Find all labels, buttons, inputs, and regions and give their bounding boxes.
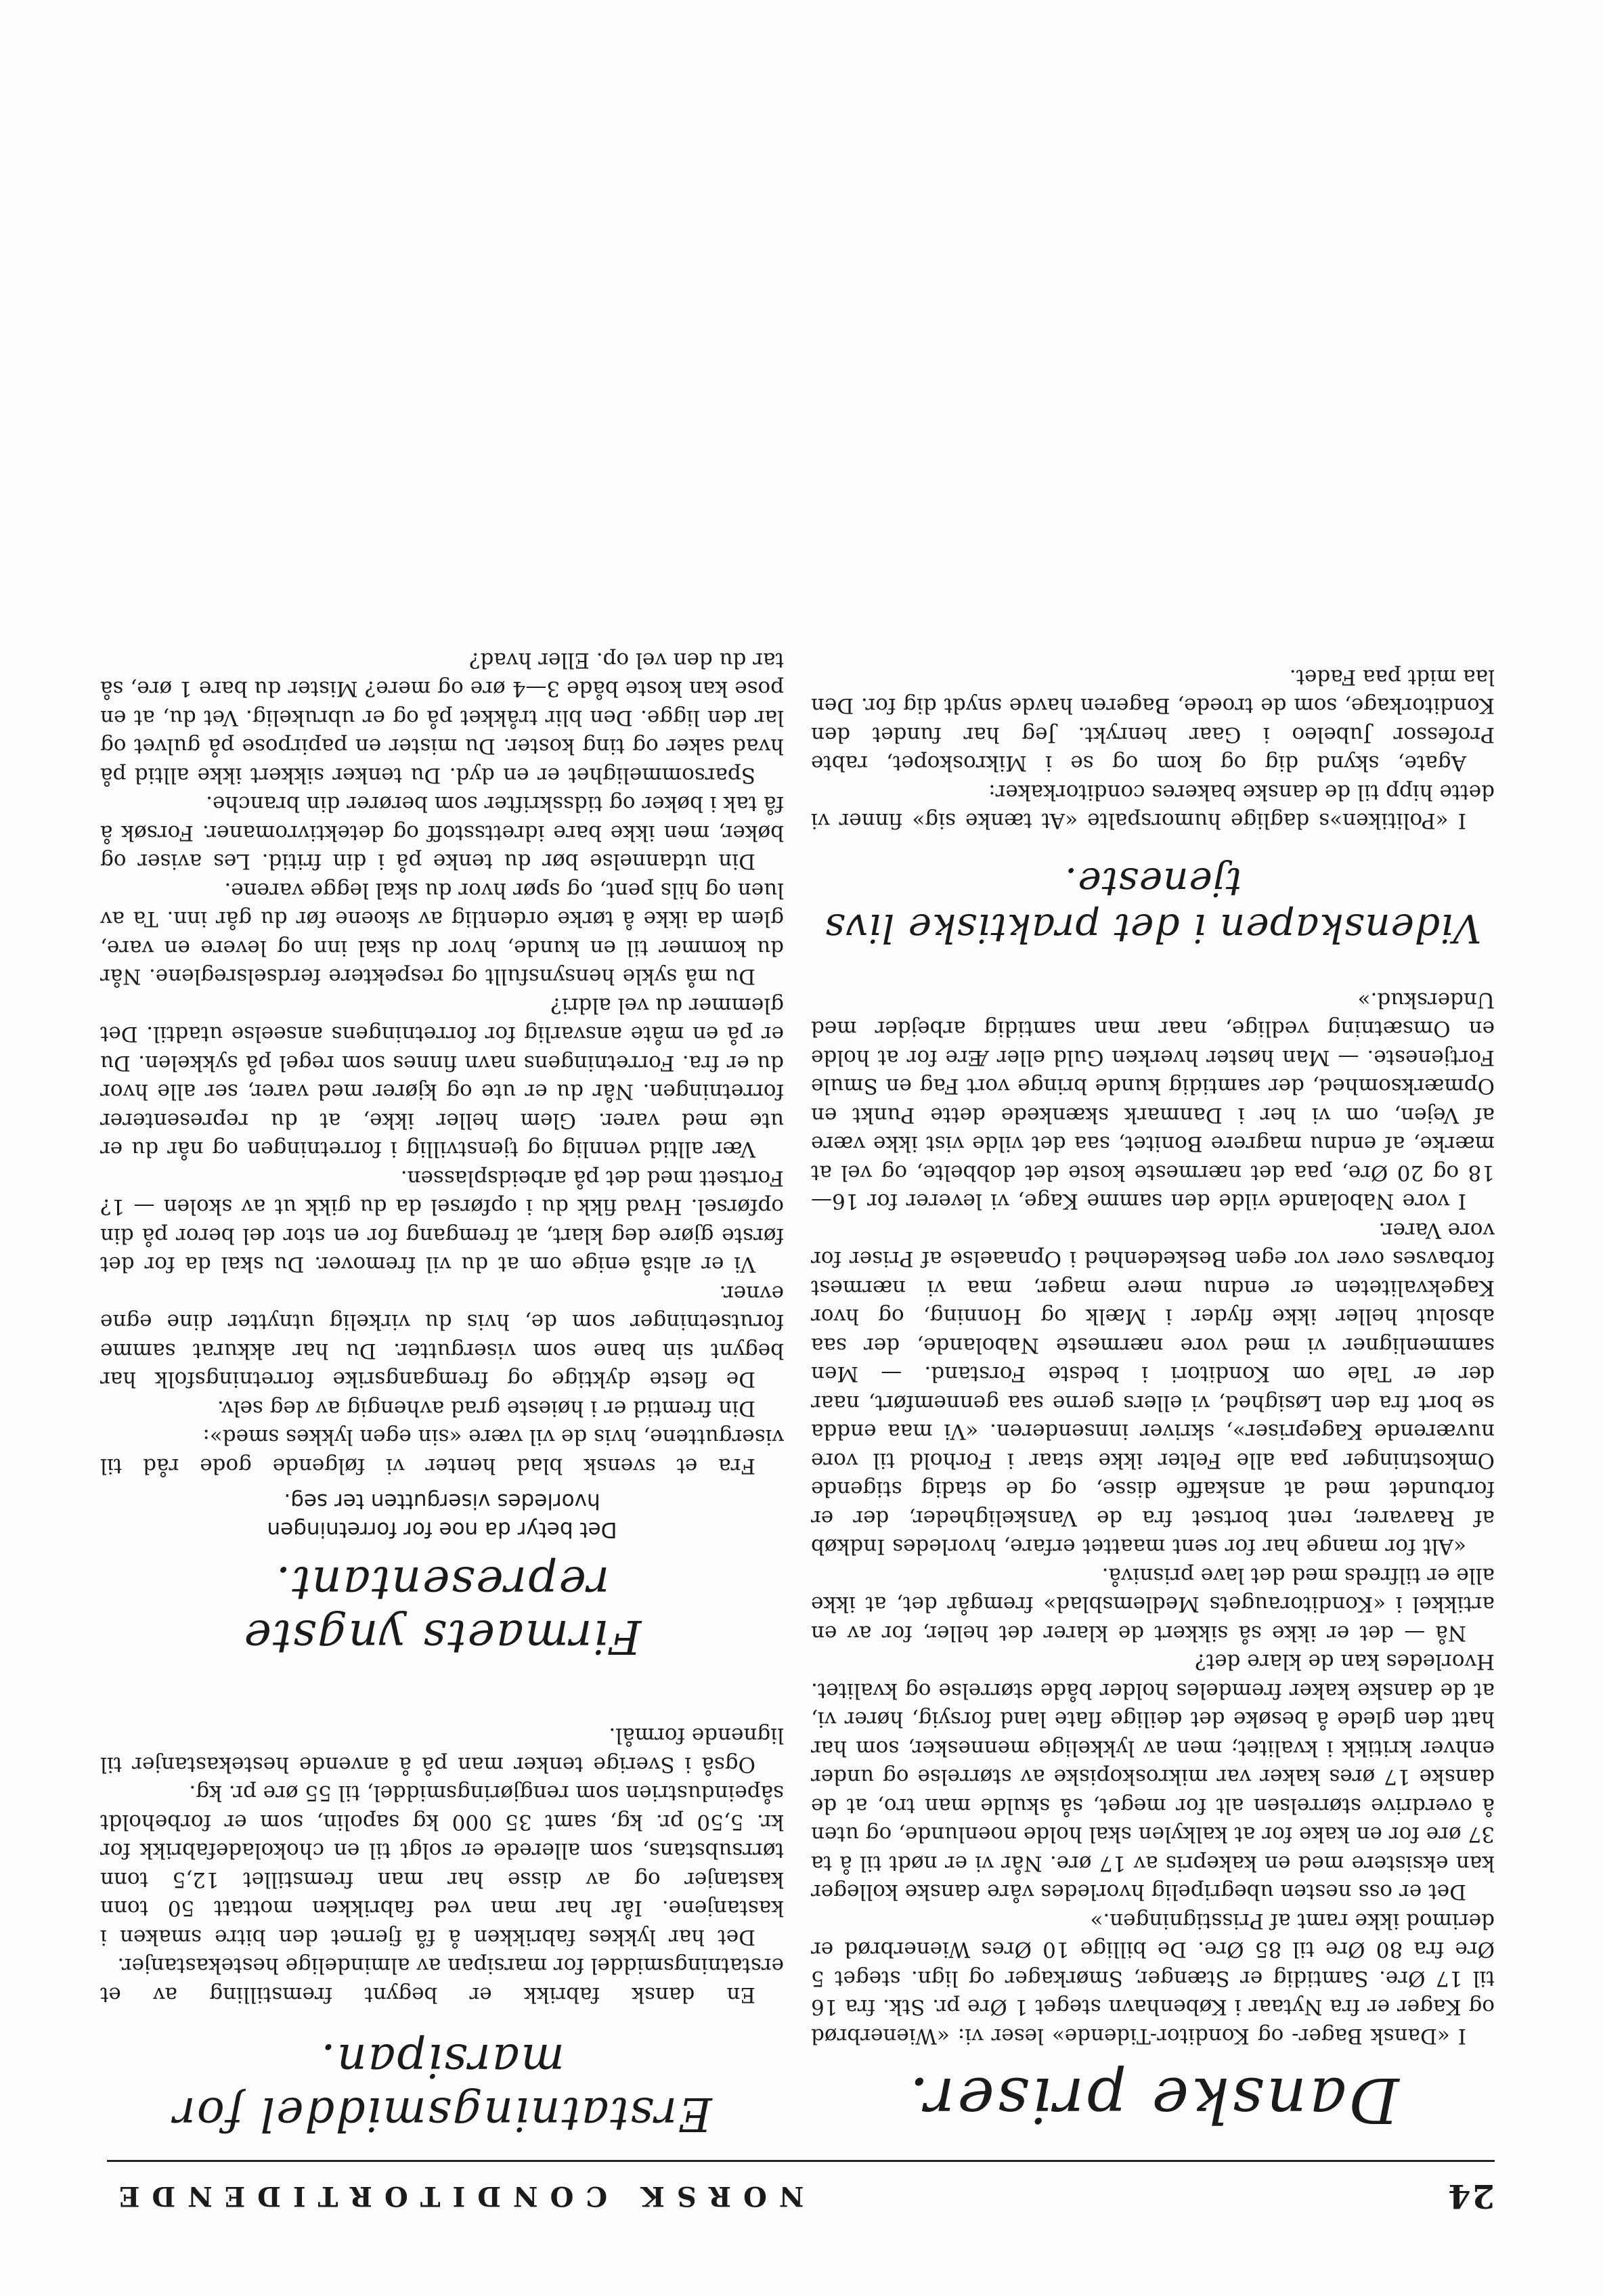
paragraph: I «Dansk Bager- og Konditor-Tidende» leser vi: «Wienerbrød og Kager er fra Nytaar i København steget 1 Øre pr. Stk. fra 16 til 17 Øre. Samtidig er Stænger, Smørkager og lign. steget 5 Øre fra 80 Øre til 85 Øre. De billige 10 Øres Wienerbrød er derimod ikke ramt af Prisstigningen.» <box>811 1909 1495 2048</box>
right-column <box>100 646 784 2141</box>
article-title-firmaets: Firmaets yngste representant. <box>242 1556 642 1663</box>
article-subtitle <box>100 1487 784 1544</box>
paragraph: Du må sykle hensynsfullt og respektere ferdselsreglene. Når du kommer til en kunde, hvor du skal inn og levere en vare, glem da ikke å tørke ordentlig av skoene før du går inn. Ta av luen og hils pent, og spør hvor du skal legge varene. <box>100 878 784 989</box>
article-title-videnskapen: Videnskapen i det praktiske livs tjeneste. <box>824 859 1482 952</box>
paragraph: De fleste dyktige og fremgangsrike forretningsfolk har begynt sin bane som visergutter. Du har akkurat samme forutsetninger som de, hvis du virkelig utnytter dine egne evner. <box>100 1281 784 1392</box>
paragraph: En dansk fabrikk er begynt fremstilling av et erstatningsmiddel for marsipan av almindelige hestekastanjer. <box>100 1953 784 2007</box>
paragraph: Det er oss nesten ubegripelig hvorledes våre danske kolleger kan eksistere med en kakepris av 17 øre. Når vi er nødt til å ta 37 øre for en kake for at kalkylen skal holde noenlunde, og uten å overdrive størrelsen alt for meget, så skulde man tro, at de danske 17 øres kaker var mikroskopiske av størrelse og under enhver kritikk i kvalitet; men av lykkelige mennesker, som har hatt den glede å besøke det deilige flate land forsyig, hører vi, at de danske kaker fremdeles holder både størrelse og kvalitet. Hvorledes kan de klare det? <box>811 1649 1495 1905</box>
paragraph: Fra et svensk blad henter vi følgende gode råd til viserguttene, hvis de vil være «sin egen lykkes smed»: <box>100 1425 784 1478</box>
article-danske-priser <box>811 986 1495 2141</box>
article-videnskapen <box>811 663 1495 952</box>
paragraph: Også i Sverige tenker man på å anvende hestekastanjer til lignende formål. <box>100 1723 784 1777</box>
paragraph: Vi er altså enige om at du vil fremover. Du skal da for det første gjøre deg klart, at fremgang for en stor del beror på din opførsel. Hvad fikk du i opførsel da du gikk ut av skolen — 1? Fortsett med det på arbeidsplassen. <box>100 1166 784 1277</box>
journal-title: NORSK CONDITORTIDENDE <box>107 2180 804 2212</box>
paragraph: Agate, skynd dig og kom og se i Mikroskopet, rabte Professor Jubeleo i Gaar henrykt. Jeg har fundet den Konditorkage, som de troede, Bageren havde snydt dig for. Den laa midt paa Fadet. <box>811 665 1495 776</box>
paragraph: Nå — det er ikke så sikkert de klarer det heller, for av en artikkel i «Konditoraugets Medlemsblad» fremgår det, at ikke alle er tilfreds med det lave prisnivå. <box>811 1563 1495 1645</box>
paragraph: Din fremtid er i høieste grad avhengig av deg selv. <box>217 1396 755 1421</box>
subtitle-line: hvorledes visergutten ter seg. <box>284 1489 600 1513</box>
article-firmaets <box>100 646 784 1664</box>
paragraph: «Alt for mange har for sent maattet erfare, hvorledes Indkøb af Raavarer, rent bortset fra de Vanskeligheder, der er forbundet med at anskaffe disse, og de stadig stigende Omkostninger paa alle Felter ikke staar i Forhold til vore nuværende Kagepriser», skriver innsenderen. «Vi maa endda se bort fra den Løsighed, vi ellers gerne saa gennemført, naar der er Tale om Konditori i bedste Forstand. — Men sammenligner vi med vore nærmeste Nabolande, der saa absolut heller ikke flyder i Mælk og Honning, og hvor Kagekvaliteten er endnu mere mager, maa vi nærmest forbavses over vor egen Beskedenhed i Opnaaelse af Priser for vore Varer. <box>811 1218 1495 1559</box>
subtitle-line: Det betyr da noe for forretningen <box>267 1517 617 1542</box>
left-column <box>811 663 1495 2141</box>
paragraph: I vore Nabolande vilde den samme Kage, vi leverer for 16—18 og 20 Øre, paa det nærmeste koste det dobbelte, og vel at mærke, af endnu magrere Bonitet, saa det vilde vist ikke være af Vejen, om vi her i Danmark skænkede dette Punkt en Opmærksomhed, der samtidig kunde bringe vort Fag en Smule Fortjeneste. — Man høster hverken Guld eller Ære for at holde en Omsætning vedlige, naar man samtidig arbejder med Underskud.» <box>811 988 1495 1214</box>
page-number: 24 <box>1447 2177 1495 2215</box>
article-title-danske-priser: Danske priser. <box>906 2064 1399 2136</box>
paragraph: I «Politiken»s daglige humorspalte «At tænke sig» finner vi dette hipp til de danske bakeres conditorkaker: <box>811 780 1495 833</box>
header-rule <box>107 2160 1495 2162</box>
paragraph: Vær alltid vennlig og tjenstvillig i forretningen og når du er ute med varer. Glem heller ikke, at du representerer forretningen. Når du er ute og kjører med varer, ser alle hvor du er fra. Forretningens navn finnes som regel på sykkelen. Du er på en måte ansvarlig for forretningens anseelse utadtil. Det glemmer du vel aldri? <box>100 993 784 1162</box>
article-erstatningsmiddel <box>100 1721 784 2140</box>
article-title-erstatningsmiddel: Erstatningsmiddel for marsipan. <box>172 2033 712 2140</box>
paragraph: Din utdannelse bør du tenke på i din fritid. Les aviser og bøker, men ikke bare idrettsstoff og detektivromaner. Forsøk å få tak i bøker og tidsskrifter som berører din branche. <box>100 792 784 874</box>
paragraph: Det har lykkes fabrikken å få fjernet den bitre smaken i kastanjene. Iår har man ved fabrikken mottatt 50 tonn kastanjer og av disse har man fremstillet 12,5 tonn tørrsubstans, som allerede er solgt til en chokoladefabrikk for kr. 5,50 pr. kg, samt 35 000 kg sapolin, som er forbeholdt såpeindustrien som rengjøringsmiddel, til 55 øre pr. kg. <box>100 1781 784 1949</box>
paragraph: Sparsommelighet er en dyd. Du tenker sikkert ikke alltid på hvad saker og ting koster. Du mister en papirpose på gulvet og lar den ligge. Den blir tråkket på og er ubrukelig. Vet du, at en pose kan koste både 3—4 øre og mere? Mister du bare 1 øre, så tar du den vel op. Eller hvad? <box>100 648 784 787</box>
page-header <box>107 2161 1495 2215</box>
